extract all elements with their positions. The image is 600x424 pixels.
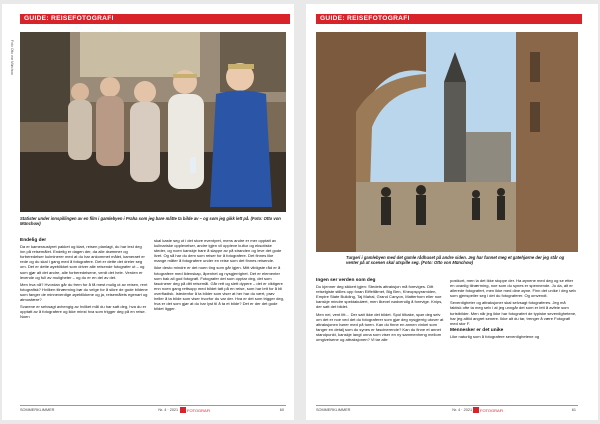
paragraph: skal kaste seg ut i det store eventyret, mens andre er mer opptatt av kulinariske opplevelser, andre igjen vil oppleve kultur og eksotiske steder, og noen kanskje bare å slappe av på stranden og leve det gode livet. Og så har du dem som reiser for å fotografere. Det finnes like mange måter å fotografere under en reise som det finnes reisende. (154, 238, 282, 264)
paragraph: Men hva nå? Hvordan går du frem for å få mest mulig ut av reisen, rent fotografisk? Hvilken tilnærming bør du velge for å sikre de gode bildene som fanger de minneverdige øyeblikkene og ja, reisemålets egenart og atmosfære? (20, 281, 148, 303)
paragraph: Severdigheter og attraksjoner skal selvsagt fotograferes. Jeg må faktisk ofte ta meg selv i at jeg unngår det som er lett å avfeie som turistbilder. Men når jeg ikke har fotografert de typiske severdighetene, har jeg alltid angret senere. Ikke alt du tar, trenger å være Fotografi med stor F. (450, 300, 577, 326)
paragraph: Ikke desto mindre er det noen ting som går igjen. Mitt viktigste råd er å fotografere med lidenskap, åpenhet og nysgjerrighet. Det er elementer som bak all god fotografi. Fotografer det som opptar deg, det som fascinerer deg på ditt reisemål. Går rett og slett dypere – det er viktigere enn noen gang rettsopp med bildet tatt på en reise, som har lett for å bli overfladisk. Istedenfor å ta bilder som viser at her har du vært, prøv heller å ta bilde som viser hvorfor du var der. Hva er det som trigger deg, hva er det som gjør at du har lyst til å ta et bilde? Det er der det gode bildet ligger. (154, 265, 285, 312)
page-footer (316, 405, 578, 414)
paragraph: Svarene er selvsagt avhengig av hvilket mål du har satt deg, hva du er opptatt av å fotografere og ikke minst hva som trigger deg på en reise. Noen (20, 304, 147, 320)
section-banner: GUIDE: REISEFOTOGRAFI (316, 14, 582, 24)
text-column-1 (316, 278, 444, 398)
page-number: 60 (279, 408, 284, 412)
paragraph: postkort, men la det ikke stoppe der. Ha øynene med deg og se etter en uvanlig tilnærming, noe som du synes er spennende. Jo da, alt er allerede fotografert, men ikke med dine øyne. Finn det unike i deg selv som gjenspeiler seg i det du fotograferer. Og omvendt. (450, 278, 577, 299)
photo-credit-side: Foto: Otto von Münchow (10, 40, 14, 75)
left-page (2, 4, 294, 420)
footer-section: SOMMERKLIMMER (20, 408, 55, 412)
photo-caption: Turgeri i gamlebyen med det gamle rådhuset på andre siden. Jeg har funnet meg et gatehjørne der jeg står og venter på at scenen skal utspille seg. (Foto: Otto von Münchow) (346, 255, 565, 266)
subheading: Mennesker er det unike (450, 327, 504, 333)
magazine-logo (473, 407, 504, 413)
photo-caption: Statister under innspillingen av en film i gamlebyen i Praha som jeg bare måtte ta bilde av – og som jeg gikk lett på. (Foto: Otto von Münchow) (20, 216, 281, 227)
text-column-2 (154, 238, 284, 398)
footer-issue: Nr. 4 · 2021 (158, 408, 179, 412)
text-column-1 (20, 238, 148, 398)
magazine-logo (180, 407, 210, 413)
paragraph: Like naturlig som å fotografere severdighetene og (450, 333, 540, 339)
page-number: 61 (571, 408, 576, 412)
subheading: Ingen ser verden som deg (316, 278, 376, 283)
svg-text:FOTOGRAFI: FOTOGRAFI (480, 408, 504, 413)
svg-text:FOTOGRAFI: FOTOGRAFI (186, 408, 210, 413)
text-column-2 (450, 278, 578, 398)
paragraph: Men nei, vent litt… Der satt ikke det bildet. Spol tilbake, spør deg selv om det er noe ved det du fotograferer som gjør deg nysgjerrig utover at attraksjonen hører med på turen. Kan du finne en annen vinkel som fanger en detalj som du synes er fascinerende? Kan du finne et annet standpunkt, kanskje langt unna som viser en ny sammenheng mellom omgivelsene og attraksjonen? Vi tar alle (316, 311, 444, 343)
section-banner: GUIDE: REISEFOTOGRAFI (20, 14, 290, 24)
paragraph: Da er kameraustyret pakket og klart, reisen planlagt, du har lest deg inn på reisemålet. Endelig er dagen der, da alle drømmer og forberedelser kulminerer med at du har ankommet målet, kameraet er rede og du skal i gang med å fotografere. Det er dette det dreier seg om. Det er dette øyeblikket som driver alle reisende fotografer ut – og som gjør alt det andre, alle forberedelsene, verdt det hele. Verden er levende og full av muligheter – og du er en del av det. (20, 244, 145, 280)
page-footer (20, 405, 286, 414)
subheading: Endelig der (20, 238, 47, 243)
footer-section: SOMMERKLIMMER (316, 408, 351, 412)
footer-issue: Nr. 4 · 2021 (452, 408, 473, 412)
prague-square-photo (316, 32, 578, 252)
paragraph: Du kjenner deg sikkert igjen: Stedets attraksjon må foreviges. Ditt reiselgiste stilles opp foran Eiffeltårnet, Big Ben, Kheopspyramiden, Empire State Building, Taj Mahal, Grand Canyon, Matterhorn eller noe kanskje mindre spektakulært, men likevel nødvendig å forevige. Knips, der satt det bildet. (316, 284, 443, 310)
film-extras-photo (20, 32, 286, 212)
right-page (306, 4, 598, 420)
